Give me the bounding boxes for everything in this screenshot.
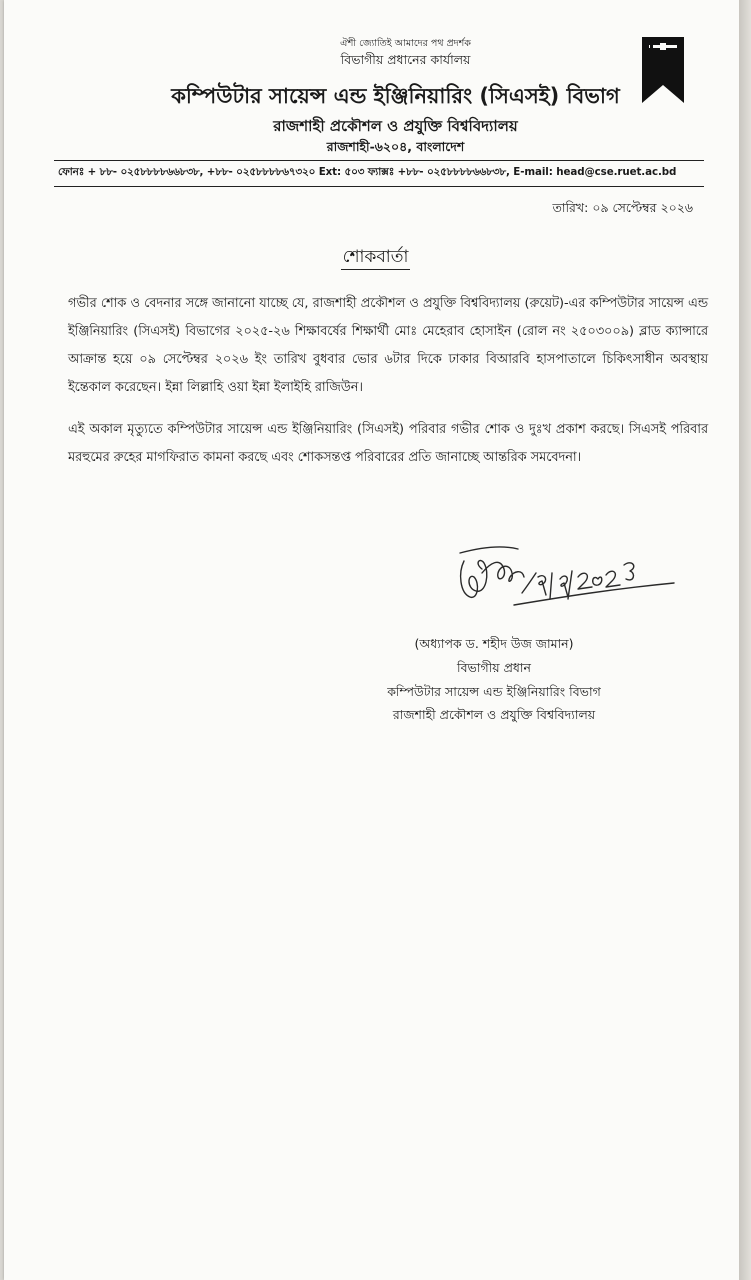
page-edge-shadow [739,0,751,1280]
university-shield-logo [640,35,686,105]
letter-date: তারিখ: ০৯ সেপ্টেম্বর ২০২৬ [552,200,693,215]
motto: ঐশী জ্যোতিই আমাদের পথ প্রদর্শক [340,38,471,49]
university-name: রাজশাহী প্রকৌশল ও প্রযুক্তি বিশ্ববিদ্যালয় [273,117,518,135]
contact-line: ফোনঃ + ৮৮- ০২৫৮৮৮৮৬৬৮৩৮, +৮৮- ০২৫৮৮৮৮৬৭৩২০ Ext: ৫০৩ ফ্যাক্সঃ +৮৮- ০২৫৮৮৮৮৬৬৮৩৮, E-mail: head@cse.ruet.ac.bd [58,166,677,178]
header-rule-top [54,160,704,161]
address: রাজশাহী-৬২০৪, বাংলাদেশ [326,139,465,154]
department-title: কম্পিউটার সায়েন্স এন্ড ইঞ্জিনিয়ারিং (সিএসই) বিভাগ [171,84,620,108]
signer-department: কম্পিউটার সায়েন্স এন্ড ইঞ্জিনিয়ারিং বিভাগ [387,684,601,699]
signer-university: রাজশাহী প্রকৌশল ও প্রযুক্তি বিশ্ববিদ্যালয় [392,707,596,722]
body-paragraph-1: গভীর শোক ও বেদনার সঙ্গে জানানো যাচ্ছে যে, রাজশাহী প্রকৌশল ও প্রযুক্তি বিশ্ববিদ্যালয় (রুয়েট)-এর কম্পিউটার সায়েন্স এন্ড ইঞ্জিনিয়ারিং (সিএসই) বিভাগের ২০২৫-২৬ শিক্ষাবর্ষের শিক্ষার্থী মোঃ মেহেরাব হোসাইন (রোল নং ২৫০৩০০৯) ব্লাড ক্যান্সারে আক্রান্ত হয়ে ০৯ সেপ্টেম্বর ২০২৬ ইং তারিখ বুধবার ভোর ৬টার দিকে ঢাকার বিআরবি হাসপাতালে চিকিৎসাধীন অবস্থায় ইন্তেকাল করেছেন। ইন্না লিল্লাহি ওয়া ইন্না ইলাইহি রাজিউন। [68,296,708,395]
subject-heading [4,244,747,272]
subject-text: শোকবার্তা [341,247,411,270]
letter-page [4,0,747,1280]
handwritten-signature [452,533,682,633]
header-rule-bottom [54,186,704,187]
office-title: বিভাগীয় প্রধানের কার্যালয় [340,52,471,67]
signer-designation: বিভাগীয় প্রধান [457,660,531,675]
body-paragraph-2: এই অকাল মৃত্যুতে কম্পিউটার সায়েন্স এন্ড ইঞ্জিনিয়ারিং (সিএসই) পরিবার গভীর শোক ও দুঃখ প্রকাশ করছে। সিএসই পরিবার মরহুমের রুহের মাগফিরাত কামনা করছে এবং শোকসন্তপ্ত পরিবারের প্রতি জানাচ্ছে আন্তরিক সমবেদনা। [68,422,708,465]
signer-name: (অধ্যাপক ড. শহীদ উজ জামান) [414,636,574,651]
